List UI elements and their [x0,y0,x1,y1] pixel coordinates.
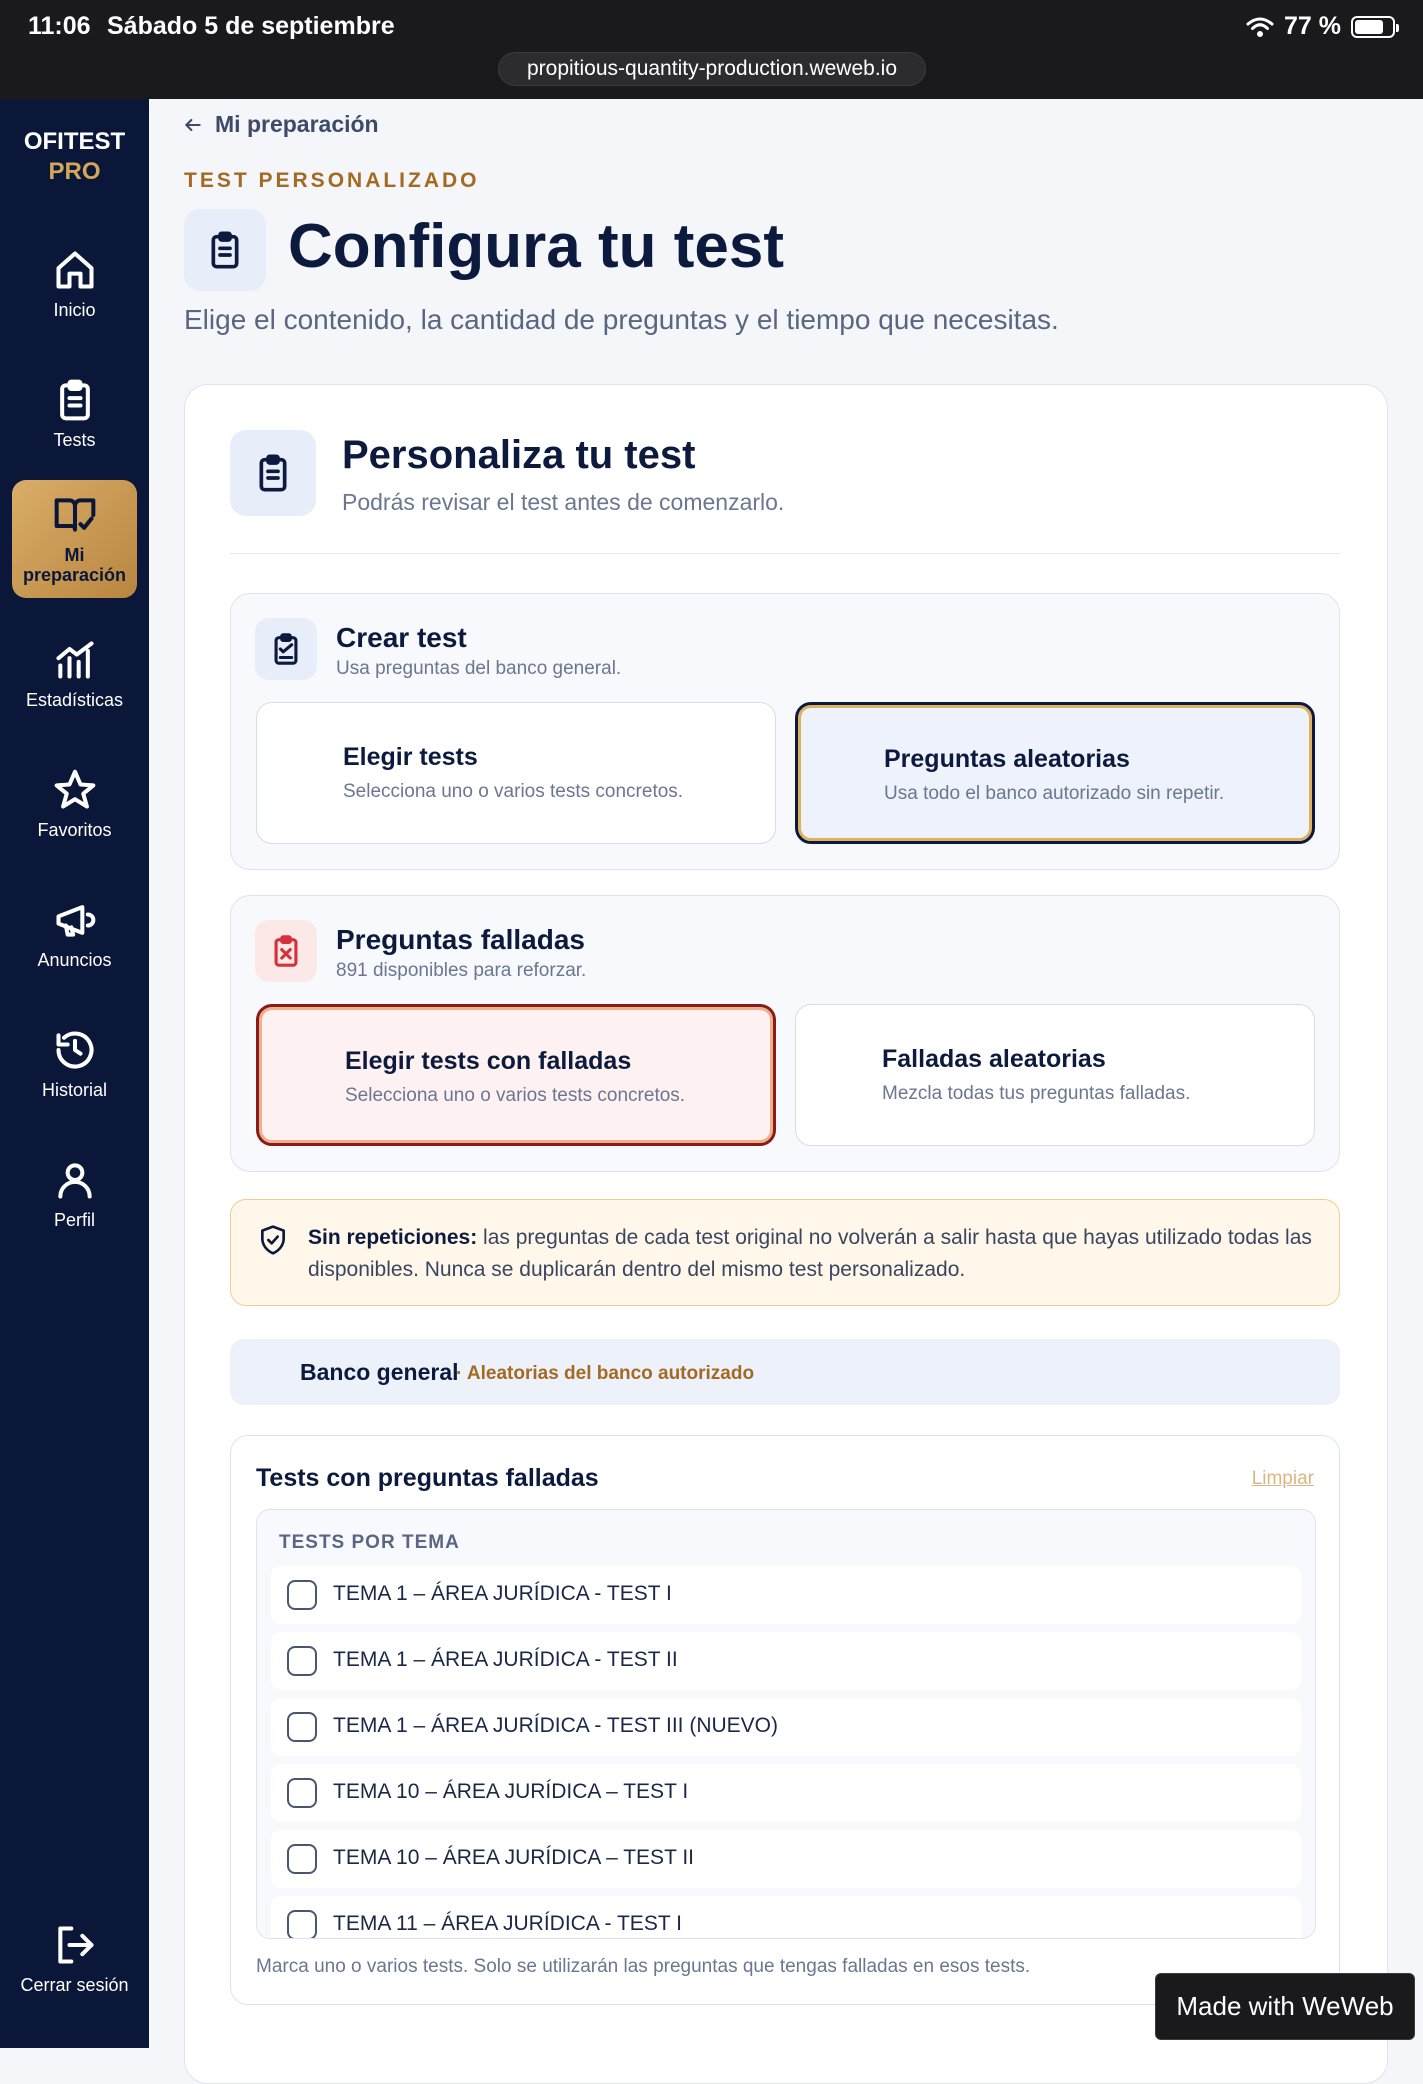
card-icon-box [230,430,316,516]
checkbox[interactable] [287,1844,317,1874]
nav-favoritos[interactable]: Favoritos [12,745,137,863]
made-with-weweb-badge[interactable]: Made with WeWeb [1155,1973,1415,2040]
logout-button[interactable]: Cerrar sesión [12,1900,137,2018]
customize-card [184,384,1388,2084]
checkbox[interactable] [287,1580,317,1610]
user-icon [53,1158,97,1202]
card-title: Personaliza tu test [342,433,696,477]
list-item[interactable]: TEMA 1 – ÁREA JURÍDICA - TEST I [271,1566,1301,1624]
list-item[interactable]: TEMA 1 – ÁREA JURÍDICA - TEST III (NUEVO) [271,1698,1301,1756]
shield-check-icon [257,1224,289,1256]
no-repeat-notice [230,1199,1340,1306]
option-elegir-tests[interactable]: Elegir tests Selecciona uno o varios tests concretos. [256,702,776,844]
panel-hint: Marca uno o varios tests. Solo se utilizarán las preguntas que tengas falladas en esos tests. [256,1956,1031,1977]
nav-anuncios[interactable]: Anuncios [12,875,137,993]
banco-general-summary [230,1339,1340,1405]
megaphone-icon [53,898,97,942]
star-icon [53,768,97,812]
list-item[interactable]: TEMA 10 – ÁREA JURÍDICA – TEST II [271,1830,1301,1888]
sidebar [0,99,149,2048]
section-subtitle: Usa preguntas del banco general. [336,658,622,679]
history-icon [53,1028,97,1072]
section-title: Crear test [336,622,467,653]
notice-text: Sin repeticiones: las preguntas de cada test original no volverán a salir hasta que hayas utilizado todas las disponibles. Nunca se duplicarán dentro del mismo test personalizado. [308,1226,1312,1281]
back-link[interactable]: Mi preparación [183,111,379,138]
banco-detail: · Aleatorias del banco autorizado [456,1363,755,1384]
clock: 11:06 [28,12,91,40]
battery-icon [1351,16,1395,38]
status-bar [0,0,1423,99]
checkbox[interactable] [287,1646,317,1676]
card-subtitle: Podrás revisar el test antes de comenzarlo. [342,489,785,515]
url-bar[interactable]: propitious-quantity-production.weweb.io [498,52,926,86]
clipboard-icon [253,453,293,493]
clipboard-x-icon [269,934,303,968]
section-title: Preguntas falladas [336,924,585,955]
status-icons [1246,12,1395,41]
panel-title: Tests con preguntas falladas [256,1464,599,1492]
option-elegir-tests-falladas[interactable]: Elegir tests con falladas Selecciona uno o varios tests concretos. [256,1004,776,1146]
home-icon [53,248,97,292]
group-heading: TESTS POR TEMA [279,1532,460,1553]
book-check-icon [53,493,97,537]
nav-inicio[interactable]: Inicio [12,225,137,343]
clipboard-icon [53,378,97,422]
section-icon-box [255,920,317,982]
date: Sábado 5 de septiembre [107,12,395,40]
hero-icon-box [184,209,266,291]
clipboard-check-icon [269,632,303,666]
checkbox[interactable] [287,1778,317,1808]
banco-label: Banco general [300,1359,459,1385]
nav-historial[interactable]: Historial [12,1005,137,1123]
divider [230,553,1340,554]
page-subtitle: Elige el contenido, la cantidad de preguntas y el tiempo que necesitas. [184,304,1059,335]
tests-list[interactable] [256,1509,1316,1939]
chart-icon [53,638,97,682]
nav-tests[interactable]: Tests [12,355,137,473]
checkbox[interactable] [287,1712,317,1742]
battery-percent: 77 % [1284,12,1341,40]
logout-icon [53,1923,97,1967]
tests-falladas-panel [230,1435,1340,2005]
list-item[interactable]: TEMA 11 – ÁREA JURÍDICA - TEST I [271,1896,1301,1939]
checkbox[interactable] [287,1910,317,1939]
page-title: Configura tu test [288,212,784,281]
option-falladas-aleatorias[interactable]: Falladas aleatorias Mezcla todas tus preguntas falladas. [795,1004,1315,1146]
logo[interactable]: OFITEST PRO [23,128,126,185]
section-preguntas-falladas [230,895,1340,1172]
option-preguntas-aleatorias[interactable]: Preguntas aleatorias Usa todo el banco autorizado sin repetir. [795,702,1315,844]
main-content [149,99,1423,2048]
section-icon-box [255,618,317,680]
section-subtitle: 891 disponibles para reforzar. [336,960,587,981]
list-item[interactable]: TEMA 1 – ÁREA JURÍDICA - TEST II [271,1632,1301,1690]
wifi-icon [1246,16,1274,38]
nav-estadisticas[interactable]: Estadísticas [12,615,137,733]
clear-button[interactable]: Limpiar [1251,1468,1314,1489]
section-crear-test [230,593,1340,870]
arrow-left-icon [183,115,203,135]
nav-mi-preparacion[interactable]: Mi preparación [12,480,137,598]
eyebrow: TEST PERSONALIZADO [184,169,480,192]
list-item[interactable]: TEMA 10 – ÁREA JURÍDICA – TEST I [271,1764,1301,1822]
nav-perfil[interactable]: Perfil [12,1135,137,1253]
clipboard-icon [205,230,245,270]
